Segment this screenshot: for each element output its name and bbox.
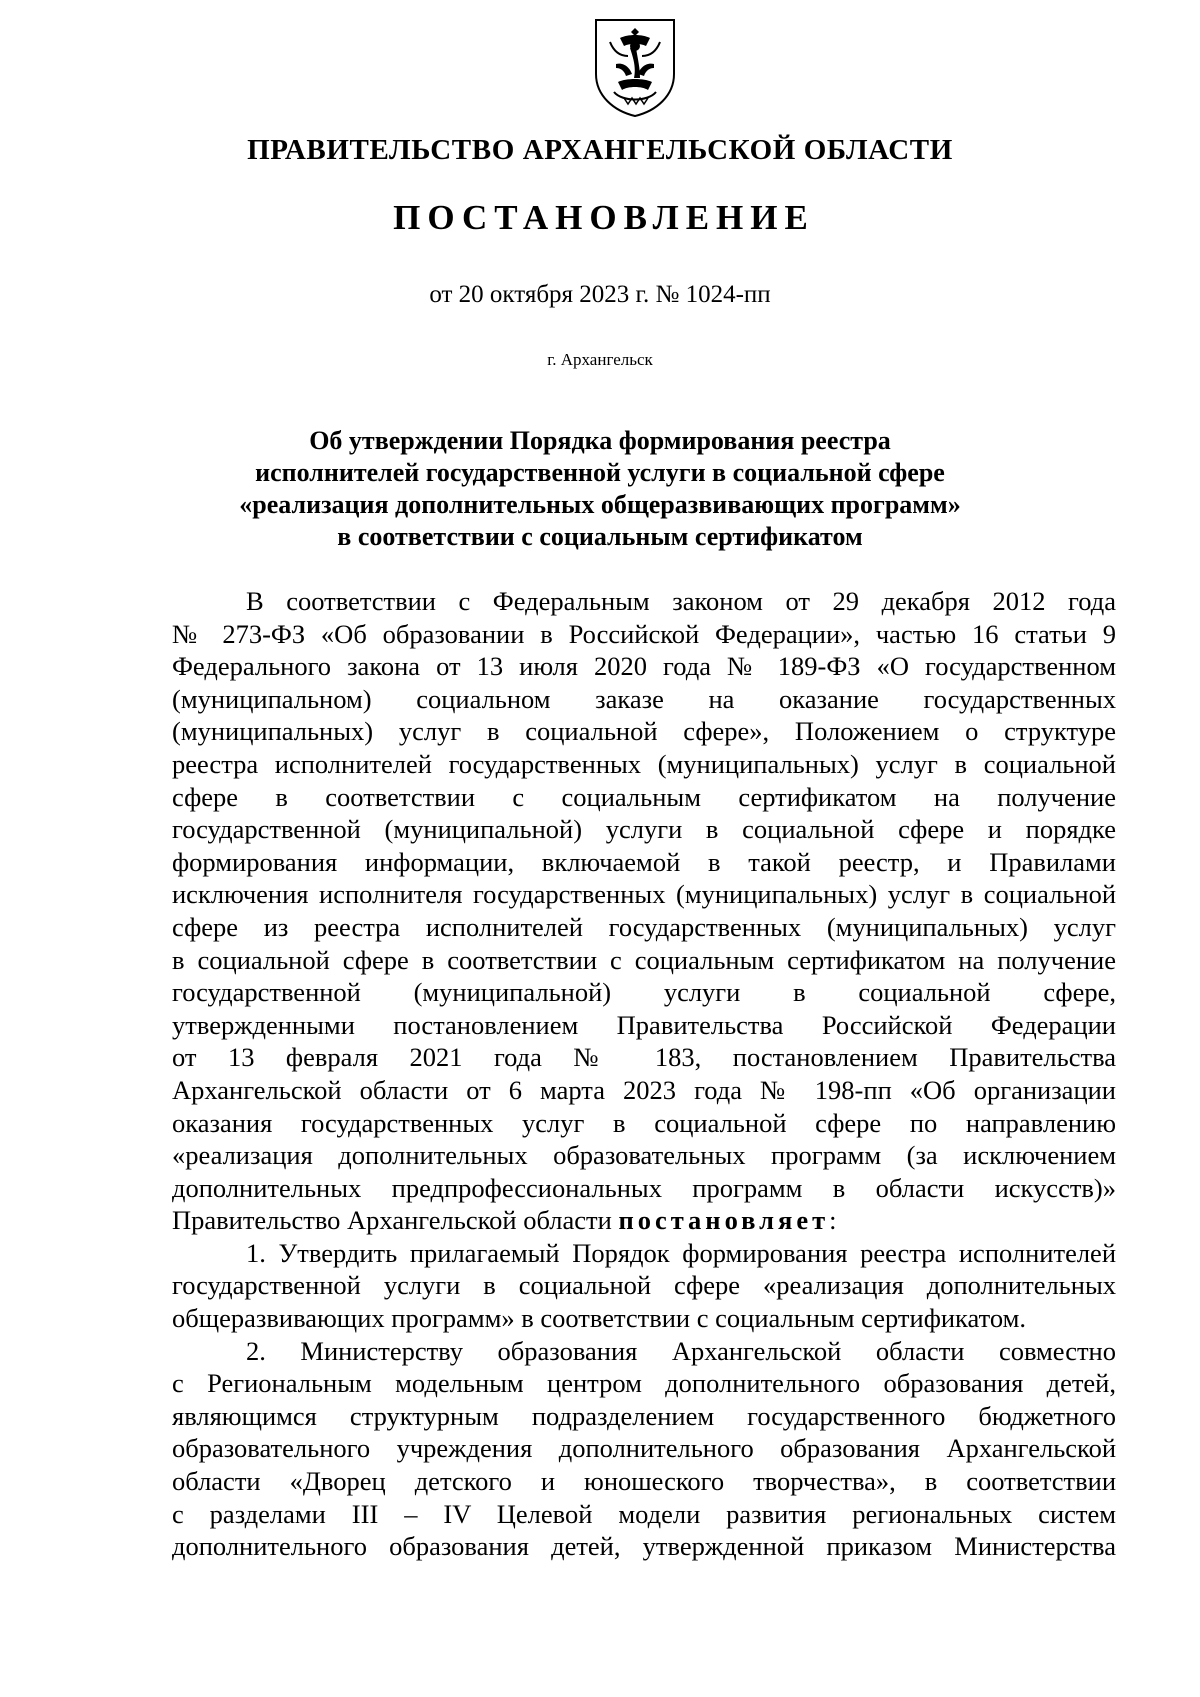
- item-line: 2. Министерству образования Архангельской области совместно: [246, 1335, 1116, 1366]
- title-line: Об утверждении Порядка формирования реестра: [309, 426, 891, 455]
- body-line: сфере в соответствии с социальным сертификатом на получение: [172, 781, 1116, 812]
- document-body: [172, 585, 1116, 1563]
- resolution-suffix: :: [829, 1205, 837, 1236]
- body-line: (муниципальных) услуг в социальной сфере», Положением о структуре: [172, 716, 1116, 747]
- body-line: формирования информации, включаемой в такой реестр, и Правилами: [172, 846, 1116, 877]
- item-line: образовательного учреждения дополнительного образования Архангельской: [172, 1433, 1116, 1464]
- document-city: г. Архангельск: [547, 350, 653, 369]
- item-line: 1. Утвердить прилагаемый Порядок формирования реестра исполнителей: [246, 1237, 1116, 1268]
- body-line: в социальной сфере в соответствии с социальным сертификатом на получение: [172, 944, 1116, 975]
- body-line: утвержденными постановлением Правительства Российской Федерации: [172, 1009, 1116, 1040]
- body-line: № 273-ФЗ «Об образовании в Российской Федерации», частью 16 статьи 9: [172, 618, 1116, 649]
- body-line: «реализация дополнительных образовательных программ (за исключением: [172, 1140, 1116, 1171]
- body-line: реестра исполнителей государственных (муниципальных) услуг в социальной: [172, 748, 1116, 779]
- body-line: оказания государственных услуг в социальной сфере по направлению: [172, 1107, 1116, 1138]
- item-line: области «Дворец детского и юношеского творчества», в соответствии: [172, 1466, 1116, 1497]
- item-line: общеразвивающих программ» в соответствии с социальным сертификатом.: [172, 1303, 1026, 1334]
- body-line: государственной (муниципальной) услуги в социальной сфере и порядке: [172, 814, 1116, 845]
- document-date-number: от 20 октября 2023 г. № 1024-пп: [429, 281, 771, 308]
- body-line: сфере из реестра исполнителей государственных (муниципальных) услуг: [172, 911, 1116, 942]
- item-line: с Региональным модельным центром дополнительного образования детей,: [172, 1368, 1116, 1399]
- document-type: ПОСТАНОВЛЕНИЕ: [393, 198, 815, 237]
- resolution-word: постановляет: [618, 1205, 830, 1236]
- title-line: «реализация дополнительных общеразвивающих программ»: [239, 490, 961, 519]
- title-line: исполнителей государственной услуги в социальной сфере: [255, 458, 945, 487]
- item-line: с разделами III – IV Целевой модели развития региональных систем: [172, 1498, 1116, 1529]
- organization-name: ПРАВИТЕЛЬСТВО АРХАНГЕЛЬСКОЙ ОБЛАСТИ: [247, 134, 953, 166]
- title-line: в соответствии с социальным сертификатом: [337, 522, 863, 551]
- document-title: [0, 425, 1200, 553]
- item-line: государственной услуги в социальной сфере «реализация дополнительных: [172, 1270, 1116, 1301]
- body-line: В соответствии с Федеральным законом от 29 декабря 2012 года: [246, 586, 1116, 616]
- body-line: Федерального закона от 13 июля 2020 года № 189-ФЗ «О государственном: [172, 651, 1116, 682]
- body-line: Архангельской области от 6 марта 2023 года № 198-пп «Об организации: [172, 1074, 1116, 1105]
- body-line: (муниципальном) социальном заказе на оказание государственных: [172, 683, 1116, 714]
- resolution-line: [172, 1204, 1116, 1237]
- body-line: дополнительных предпрофессиональных программ в области искусств)»: [172, 1172, 1116, 1203]
- item-line: дополнительного образования детей, утвержденной приказом Министерства: [172, 1531, 1116, 1562]
- body-line: от 13 февраля 2021 года № 183, постановлением Правительства: [172, 1042, 1116, 1073]
- resolution-prefix: Правительство Архангельской области: [172, 1205, 619, 1236]
- coat-of-arms-icon: [590, 16, 680, 118]
- item-line: являющимся структурным подразделением государственного бюджетного: [172, 1400, 1116, 1431]
- body-line: государственной (муниципальной) услуги в социальной сфере,: [172, 977, 1116, 1008]
- body-line: исключения исполнителя государственных (муниципальных) услуг в социальной: [172, 879, 1116, 910]
